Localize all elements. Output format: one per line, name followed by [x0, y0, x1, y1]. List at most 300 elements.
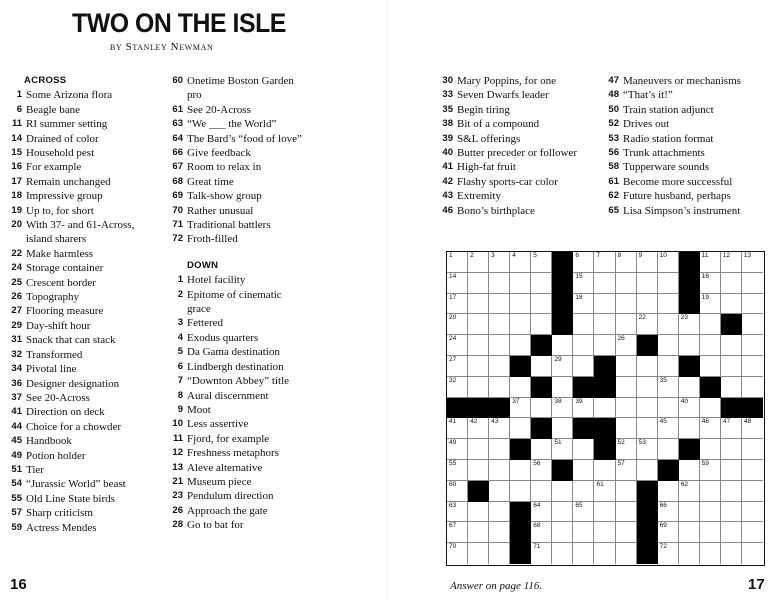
clue-across_col1-22: [10, 420, 160, 434]
grid-cell[interactable]: [594, 294, 615, 315]
grid-cell[interactable]: [742, 522, 763, 543]
clue-number: 29: [11, 319, 22, 331]
grid-cell[interactable]: [468, 522, 489, 543]
grid-cell[interactable]: [447, 252, 468, 273]
grid-cell[interactable]: [594, 252, 615, 273]
grid-cell[interactable]: [700, 314, 721, 335]
grid-cell-number: 7: [596, 252, 601, 259]
clue-number: 37: [11, 391, 22, 403]
clue-number: 43: [442, 190, 453, 202]
grid-cell[interactable]: [468, 252, 489, 273]
grid-cell[interactable]: [510, 460, 531, 481]
grid-cell[interactable]: [489, 356, 510, 377]
crossword-grid[interactable]: [446, 251, 765, 566]
grid-cell-number: 69: [659, 522, 667, 530]
grid-cell-number: 70: [449, 543, 457, 551]
clue-down_col4-0: [606, 74, 771, 88]
clue-text: “Downton Abbey” title: [187, 375, 290, 388]
grid-cell[interactable]: [531, 502, 552, 523]
grid-cell-number: 3: [491, 252, 495, 259]
clue-down_col2-16: [170, 518, 350, 532]
clue-number: 1: [177, 274, 183, 286]
grid-cell[interactable]: [531, 252, 552, 273]
clue-number: 27: [11, 305, 22, 317]
grid-cell[interactable]: [447, 294, 468, 315]
grid-cell-number: 52: [617, 439, 625, 447]
grid-cell[interactable]: [552, 481, 573, 502]
grid-cell-number: 62: [680, 480, 688, 488]
grid-cell[interactable]: [658, 335, 679, 356]
clue-across_col1-21: [10, 405, 160, 419]
grid-cell[interactable]: [447, 314, 468, 335]
grid-cell[interactable]: [658, 314, 679, 335]
grid-cell[interactable]: [489, 522, 510, 543]
grid-cell[interactable]: [552, 522, 573, 543]
grid-cell[interactable]: [468, 460, 489, 481]
clue-number: 61: [608, 175, 619, 187]
grid-cell[interactable]: [594, 543, 615, 564]
grid-cell[interactable]: [700, 335, 721, 356]
grid-cell[interactable]: [679, 543, 700, 564]
grid-cell[interactable]: [594, 335, 615, 356]
clue-number: 22: [11, 247, 22, 259]
grid-cell[interactable]: [742, 314, 763, 335]
clue-text: Old Line State birds: [26, 492, 115, 505]
clue-down_col4-1: [606, 88, 771, 102]
grid-cell[interactable]: [658, 439, 679, 460]
grid-cell[interactable]: [637, 314, 658, 335]
clue-down_col4-4: [606, 132, 771, 146]
grid-cell[interactable]: [489, 377, 510, 398]
grid-cell-number: 10: [659, 252, 667, 259]
clue-number: 30: [442, 75, 453, 86]
grid-cell-number: 16: [701, 272, 710, 280]
grid-cell[interactable]: [468, 543, 489, 564]
grid-cell[interactable]: [447, 335, 468, 356]
clue-text: Up to, for short: [26, 204, 94, 217]
grid-cell[interactable]: [679, 398, 700, 419]
grid-cell[interactable]: [594, 314, 615, 335]
grid-cell-number: 8: [617, 252, 622, 259]
grid-cell-number: 27: [449, 356, 457, 363]
clue-text: Trunk attachments: [623, 147, 705, 160]
grid-cell[interactable]: [658, 356, 679, 377]
grid-cell-number: 15: [575, 272, 583, 280]
grid-cell[interactable]: [468, 335, 489, 356]
grid-cell[interactable]: [742, 543, 763, 564]
grid-cell[interactable]: [721, 377, 742, 398]
grid-cell[interactable]: [637, 460, 658, 481]
grid-cell[interactable]: [700, 294, 721, 315]
grid-cell[interactable]: [742, 460, 763, 481]
grid-cell[interactable]: [616, 522, 637, 543]
grid-cell[interactable]: [489, 314, 510, 335]
clue-number: 56: [608, 147, 619, 159]
clue-number: 64: [172, 132, 183, 144]
clue-across_col2-2: [170, 117, 350, 131]
grid-cell[interactable]: [552, 543, 573, 564]
grid-cell[interactable]: [637, 418, 658, 439]
grid-cell[interactable]: [510, 252, 531, 273]
grid-cell[interactable]: [489, 273, 510, 294]
clue-down_col2-6: [170, 374, 350, 388]
grid-cell[interactable]: [447, 273, 468, 294]
grid-cell[interactable]: [468, 439, 489, 460]
grid-cell[interactable]: [700, 522, 721, 543]
clue-text: “We ___ the World”: [187, 118, 277, 131]
clue-across_col1-7: [10, 189, 160, 203]
grid-cell-number: 46: [701, 418, 710, 426]
grid-cell[interactable]: [594, 481, 615, 502]
puzzle-title: TWO ON THE ISLE: [72, 8, 286, 38]
grid-cell[interactable]: [700, 273, 721, 294]
clue-text: Moot: [187, 403, 211, 416]
grid-cell[interactable]: [742, 294, 763, 315]
grid-cell[interactable]: [447, 356, 468, 377]
grid-cell-number: 71: [533, 543, 541, 551]
grid-cell-number: 47: [722, 418, 731, 426]
grid-cell[interactable]: [552, 335, 573, 356]
grid-cell[interactable]: [658, 252, 679, 273]
clue-text: Train station adjunct: [623, 103, 714, 116]
grid-cell[interactable]: [552, 356, 573, 377]
grid-cell[interactable]: [679, 314, 700, 335]
grid-cell[interactable]: [700, 543, 721, 564]
grid-cell[interactable]: [700, 460, 721, 481]
grid-cell[interactable]: [700, 439, 721, 460]
grid-cell[interactable]: [658, 273, 679, 294]
grid-cell[interactable]: [658, 418, 679, 439]
clue-number: 31: [11, 334, 22, 346]
clue-down_col2-13: [170, 475, 350, 489]
grid-black-square: [489, 398, 510, 419]
clue-number: 60: [172, 75, 183, 86]
grid-cell[interactable]: [742, 439, 763, 460]
grid-cell[interactable]: [679, 377, 700, 398]
grid-cell[interactable]: [616, 460, 637, 481]
grid-cell[interactable]: [742, 335, 763, 356]
grid-cell[interactable]: [531, 356, 552, 377]
clue-down_col2-5: [170, 360, 350, 374]
grid-cell[interactable]: [531, 398, 552, 419]
grid-black-square: [679, 252, 700, 273]
grid-cell[interactable]: [721, 481, 742, 502]
clue-across_col1-9-cont: [10, 232, 160, 246]
grid-cell[interactable]: [616, 294, 637, 315]
grid-cell[interactable]: [573, 398, 594, 419]
grid-cell[interactable]: [447, 502, 468, 523]
grid-cell[interactable]: [658, 398, 679, 419]
grid-cell[interactable]: [531, 543, 552, 564]
grid-black-square: [721, 314, 742, 335]
clue-number: 19: [11, 204, 22, 216]
grid-black-square: [531, 418, 552, 439]
grid-cell[interactable]: [637, 252, 658, 273]
grid-cell[interactable]: [468, 418, 489, 439]
grid-cell[interactable]: [616, 273, 637, 294]
grid-cell[interactable]: [552, 418, 573, 439]
grid-cell[interactable]: [721, 439, 742, 460]
grid-cell[interactable]: [721, 522, 742, 543]
grid-cell[interactable]: [447, 439, 468, 460]
grid-cell[interactable]: [573, 439, 594, 460]
clue-across_col1-18: [10, 362, 160, 376]
clue-text: “Jurassic World” beast: [26, 478, 126, 491]
grid-cell[interactable]: [742, 377, 763, 398]
grid-cell[interactable]: [573, 460, 594, 481]
clue-text: Give feedback: [187, 147, 251, 160]
grid-cell[interactable]: [637, 439, 658, 460]
grid-cell[interactable]: [531, 273, 552, 294]
grid-cell[interactable]: [637, 377, 658, 398]
grid-cell[interactable]: [510, 377, 531, 398]
grid-cell[interactable]: [679, 481, 700, 502]
grid-cell[interactable]: [616, 439, 637, 460]
grid-cell[interactable]: [594, 273, 615, 294]
grid-cell[interactable]: [721, 335, 742, 356]
grid-cell-number: 49: [449, 439, 457, 447]
clue-down_col2-1-cont: [170, 302, 350, 316]
grid-cell[interactable]: [700, 502, 721, 523]
grid-cell[interactable]: [489, 252, 510, 273]
grid-cell[interactable]: [637, 398, 658, 419]
clue-text: Room to relax in: [187, 161, 262, 174]
grid-cell[interactable]: [573, 273, 594, 294]
clue-text: Day-shift hour: [26, 319, 91, 332]
grid-cell[interactable]: [531, 439, 552, 460]
grid-cell[interactable]: [531, 460, 552, 481]
clue-down_col3-1: [440, 88, 610, 102]
grid-cell[interactable]: [721, 502, 742, 523]
grid-black-square: [637, 522, 658, 543]
grid-cell[interactable]: [721, 418, 742, 439]
grid-cell[interactable]: [742, 356, 763, 377]
grid-cell-number: 56: [533, 460, 541, 467]
grid-cell[interactable]: [447, 522, 468, 543]
grid-cell[interactable]: [637, 356, 658, 377]
grid-cell[interactable]: [447, 377, 468, 398]
grid-cell[interactable]: [447, 481, 468, 502]
clue-text: High-fat fruit: [457, 161, 516, 174]
grid-cell[interactable]: [679, 502, 700, 523]
grid-cell[interactable]: [616, 356, 637, 377]
grid-cell[interactable]: [510, 481, 531, 502]
grid-cell[interactable]: [489, 418, 510, 439]
clue-across_col1-8: [10, 204, 160, 218]
grid-cell[interactable]: [658, 294, 679, 315]
grid-cell[interactable]: [616, 314, 637, 335]
grid-cell[interactable]: [468, 273, 489, 294]
grid-cell-number: 60: [449, 480, 457, 488]
grid-cell-number: 26: [617, 335, 625, 343]
clue-number: 41: [442, 161, 453, 173]
grid-cell[interactable]: [573, 502, 594, 523]
grid-cell[interactable]: [658, 481, 679, 502]
grid-cell-number: 29: [554, 356, 562, 363]
grid-cell[interactable]: [447, 418, 468, 439]
grid-cell[interactable]: [552, 502, 573, 523]
grid-cell[interactable]: [573, 314, 594, 335]
grid-cell[interactable]: [510, 273, 531, 294]
grid-cell[interactable]: [637, 273, 658, 294]
grid-cell[interactable]: [721, 356, 742, 377]
grid-cell[interactable]: [742, 252, 763, 273]
grid-cell[interactable]: [721, 294, 742, 315]
clue-number: 41: [11, 406, 22, 418]
grid-cell[interactable]: [700, 418, 721, 439]
grid-cell[interactable]: [679, 460, 700, 481]
clue-down_col4-9: [606, 204, 771, 218]
grid-cell[interactable]: [552, 439, 573, 460]
grid-cell[interactable]: [594, 460, 615, 481]
clue-number: 40: [442, 147, 453, 159]
grid-cell[interactable]: [679, 418, 700, 439]
grid-cell[interactable]: [573, 335, 594, 356]
grid-cell[interactable]: [468, 294, 489, 315]
grid-cell[interactable]: [489, 335, 510, 356]
grid-cell[interactable]: [594, 522, 615, 543]
grid-cell[interactable]: [721, 460, 742, 481]
grid-cell[interactable]: [489, 460, 510, 481]
grid-cell[interactable]: [510, 398, 531, 419]
clue-number: 61: [172, 103, 183, 115]
clue-number: 54: [11, 478, 22, 490]
grid-cell[interactable]: [742, 273, 763, 294]
clue-text: Tier: [26, 463, 44, 476]
grid-cell[interactable]: [573, 481, 594, 502]
grid-black-square: [447, 398, 468, 419]
grid-cell[interactable]: [721, 273, 742, 294]
grid-black-square: [552, 294, 573, 315]
clue-across_col1-5: [10, 160, 160, 174]
clue-number: 10: [172, 418, 183, 430]
clue-across_col1-20: [10, 391, 160, 405]
grid-cell-number: 17: [449, 293, 457, 301]
clue-down_col2-9: [170, 417, 350, 431]
grid-cell[interactable]: [468, 502, 489, 523]
grid-cell-number: 59: [701, 460, 710, 467]
grid-black-square: [637, 543, 658, 564]
grid-cell[interactable]: [573, 252, 594, 273]
grid-cell[interactable]: [489, 439, 510, 460]
grid-black-square: [510, 439, 531, 460]
clue-across_col1-27: [10, 492, 160, 506]
grid-cell[interactable]: [468, 377, 489, 398]
grid-cell[interactable]: [658, 543, 679, 564]
grid-cell[interactable]: [616, 252, 637, 273]
grid-cell[interactable]: [594, 398, 615, 419]
grid-black-square: [594, 356, 615, 377]
grid-cell-number: 72: [659, 543, 667, 551]
grid-cell[interactable]: [468, 314, 489, 335]
grid-cell[interactable]: [573, 294, 594, 315]
clue-across_col1-24: [10, 449, 160, 463]
grid-cell[interactable]: [531, 481, 552, 502]
grid-cell[interactable]: [721, 543, 742, 564]
grid-cell[interactable]: [721, 252, 742, 273]
grid-cell[interactable]: [510, 418, 531, 439]
grid-cell[interactable]: [552, 398, 573, 419]
grid-cell[interactable]: [573, 543, 594, 564]
grid-cell[interactable]: [742, 418, 763, 439]
clue-number: 67: [172, 161, 183, 173]
grid-cell[interactable]: [679, 335, 700, 356]
clue-text: Snack that can stack: [26, 334, 116, 347]
grid-cell[interactable]: [658, 522, 679, 543]
grid-cell[interactable]: [531, 294, 552, 315]
grid-black-square: [552, 460, 573, 481]
grid-cell[interactable]: [447, 460, 468, 481]
grid-cell[interactable]: [510, 294, 531, 315]
grid-cell[interactable]: [489, 502, 510, 523]
grid-cell[interactable]: [531, 522, 552, 543]
clue-across_col2-7: [170, 189, 350, 203]
clue-text: Bit of a compound: [457, 118, 540, 131]
clue-text: island sharers: [26, 233, 87, 246]
grid-cell[interactable]: [700, 398, 721, 419]
grid-cell[interactable]: [552, 377, 573, 398]
clue-text: Exodus quarters: [187, 331, 259, 344]
grid-cell[interactable]: [531, 314, 552, 335]
grid-black-square: [531, 335, 552, 356]
grid-cell[interactable]: [489, 294, 510, 315]
grid-cell[interactable]: [700, 252, 721, 273]
grid-cell[interactable]: [616, 502, 637, 523]
grid-cell[interactable]: [616, 481, 637, 502]
grid-cell[interactable]: [742, 481, 763, 502]
grid-cell[interactable]: [700, 356, 721, 377]
clue-number: 28: [172, 519, 183, 531]
grid-cell-number: 35: [659, 376, 667, 384]
grid-cell[interactable]: [679, 522, 700, 543]
grid-cell[interactable]: [616, 335, 637, 356]
grid-cell[interactable]: [510, 335, 531, 356]
grid-cell[interactable]: [489, 543, 510, 564]
clue-text: Pendulum direction: [187, 490, 274, 503]
grid-cell[interactable]: [468, 356, 489, 377]
grid-cell[interactable]: [637, 294, 658, 315]
clue-down_col2-14: [170, 489, 350, 503]
grid-cell[interactable]: [594, 502, 615, 523]
clue-number: 57: [11, 507, 22, 519]
grid-black-square: [637, 502, 658, 523]
clue-column-2: [170, 74, 350, 533]
grid-cell-number: 64: [533, 501, 541, 509]
grid-black-square: [679, 273, 700, 294]
grid-cell-number: 43: [491, 418, 499, 426]
grid-cell[interactable]: [489, 481, 510, 502]
grid-cell[interactable]: [742, 502, 763, 523]
grid-cell[interactable]: [658, 377, 679, 398]
grid-cell[interactable]: [658, 502, 679, 523]
grid-cell[interactable]: [616, 418, 637, 439]
clue-text: With 37- and 61-Across,: [26, 219, 135, 232]
grid-cell[interactable]: [700, 481, 721, 502]
grid-cell[interactable]: [573, 522, 594, 543]
grid-cell[interactable]: [616, 543, 637, 564]
clue-down_col2-3: [170, 331, 350, 345]
grid-cell[interactable]: [573, 356, 594, 377]
clue-across_col1-9: [10, 218, 160, 232]
grid-cell-number: 38: [554, 397, 562, 405]
grid-cell[interactable]: [616, 377, 637, 398]
clue-number: 72: [172, 233, 183, 245]
clue-across_col1-23: [10, 434, 160, 448]
grid-cell[interactable]: [447, 543, 468, 564]
grid-cell[interactable]: [616, 398, 637, 419]
grid-cell[interactable]: [510, 314, 531, 335]
clue-text: Remain unchanged: [26, 175, 111, 188]
